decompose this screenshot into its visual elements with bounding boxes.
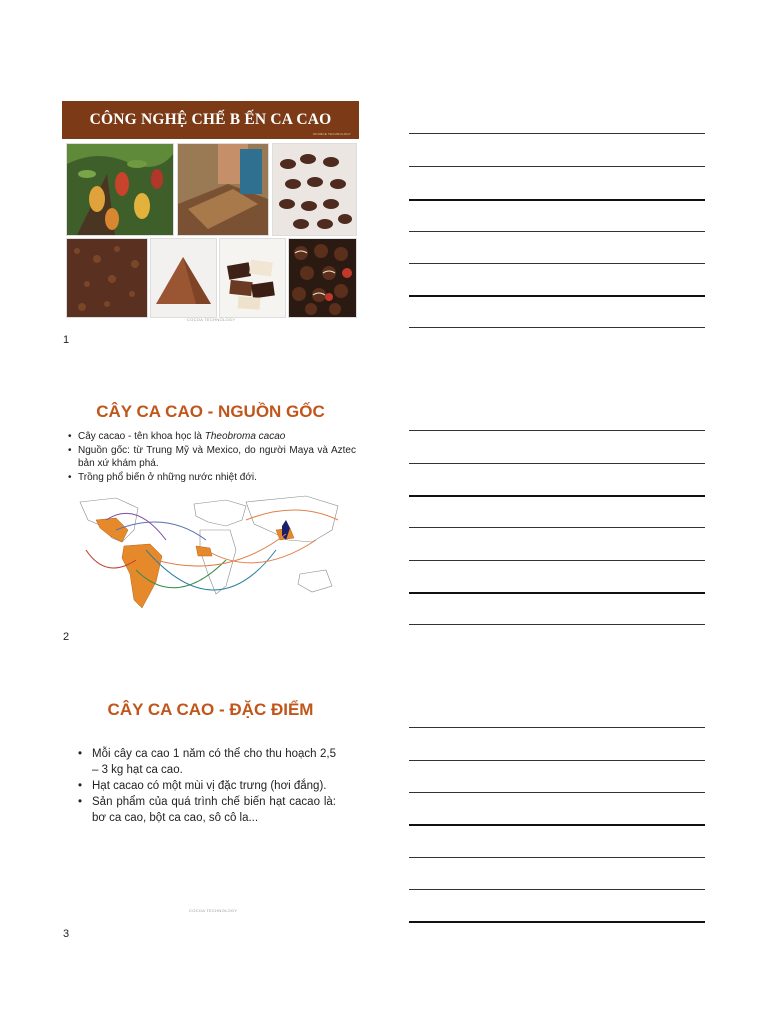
bullet-item: • Mỗi cây ca cao 1 năm có thể cho thu hoạch 2,5 – 3 kg hạt ca cao. bbox=[78, 746, 336, 778]
slide-3-title: CÂY CA CAO - ĐẶC ĐIỂM bbox=[107, 700, 314, 719]
note-line bbox=[409, 295, 705, 297]
slide-3 bbox=[62, 690, 359, 912]
note-line bbox=[409, 727, 705, 728]
note-line bbox=[409, 463, 705, 464]
note-line bbox=[409, 760, 705, 761]
bullet-item: • Nguồn gốc: từ Trung Mỹ và Mexico, do người Maya và Aztec bản xứ khám phá. bbox=[68, 444, 356, 471]
world-map-cocoa-spread-icon bbox=[76, 490, 342, 618]
note-line bbox=[409, 889, 705, 890]
banner-subtitle: SOURCE TECHNOLOGY bbox=[312, 132, 351, 136]
note-line bbox=[409, 560, 705, 561]
slide-1-title-banner bbox=[62, 101, 359, 139]
slide-2-title: CÂY CA CAO - NGUỒN GỐC bbox=[96, 402, 325, 421]
cocoa-powder-photo bbox=[150, 238, 217, 318]
note-line bbox=[409, 824, 705, 826]
note-line bbox=[409, 624, 705, 625]
slide-1-number: 1 bbox=[63, 334, 70, 346]
slide-3-watermark: COCOA TECHNOLOGY bbox=[189, 908, 238, 913]
slide-3-bullet-list bbox=[78, 746, 336, 826]
note-line bbox=[409, 199, 705, 201]
slide-1 bbox=[62, 101, 359, 323]
note-line bbox=[409, 495, 705, 497]
note-line bbox=[409, 592, 705, 594]
bullet-item: • Hạt cacao có một mùi vị đặc trưng (hơi đắng). bbox=[78, 778, 336, 794]
slide-2-bullet-list bbox=[68, 430, 356, 484]
slide-1-watermark: COCOA TECHNOLOGY bbox=[187, 317, 236, 322]
cocoa-beans-fermenting-photo bbox=[177, 143, 269, 236]
note-line bbox=[409, 231, 705, 232]
bullet-item: • Cây cacao - tên khoa học là Theobroma cacao bbox=[68, 430, 356, 444]
note-line bbox=[409, 792, 705, 793]
note-line bbox=[409, 263, 705, 264]
chocolate-truffles-photo bbox=[288, 238, 357, 318]
note-line bbox=[409, 327, 705, 328]
slide-3-number: 3 bbox=[63, 928, 70, 940]
roasted-nibs-photo bbox=[66, 238, 148, 318]
note-line bbox=[409, 166, 705, 167]
cocoa-beans-photo bbox=[272, 143, 357, 236]
cocoa-tree-pods-photo bbox=[66, 143, 174, 236]
note-line bbox=[409, 921, 705, 923]
slide-2 bbox=[62, 394, 359, 616]
note-line bbox=[409, 430, 705, 431]
slide-1-title: CÔNG NGHỆ CHẾ B ẾN CA CAO bbox=[89, 111, 332, 128]
note-line bbox=[409, 133, 705, 134]
slide-2-number: 2 bbox=[63, 631, 70, 643]
chocolate-pieces-photo bbox=[219, 238, 286, 318]
note-line bbox=[409, 527, 705, 528]
bullet-item: • Sản phẩm của quá trình chế biến hạt cacao là: bơ ca cao, bột ca cao, sô cô la... bbox=[78, 794, 336, 826]
bullet-item: • Trồng phổ biến ở những nước nhiệt đới. bbox=[68, 471, 356, 485]
note-line bbox=[409, 857, 705, 858]
